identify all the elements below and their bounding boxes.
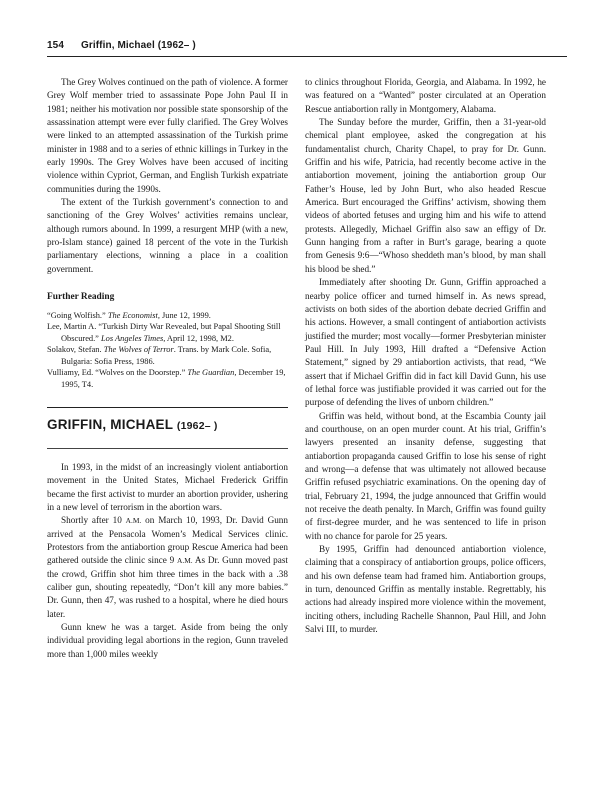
reference-item: Solakov, Stefan. The Wolves of Terror. Trans. by Mark Cole. Sofia, Bulgaria: Sofia Press, 1986. [47, 345, 272, 366]
reference-list [47, 310, 288, 391]
paragraph: Griffin was held, without bond, at the Escambia County jail and courthouse, on an open murder count. At his trial, Griffin’s lawyers presented an insanity defense, suggesting that antiabortion propaganda caused Griffin to lose his sense of right and wrong—a defense that was ultimately not allowed because Griffin refused psychiatric examinations. On the opening day of trial, February 21, 1994, the judge announced that Griffin would not receive the death penalty. In March, Griffin was found guilty of first-degree murder, and he was sentenced to life in prison with no chance for parole for 25 years. [305, 410, 546, 541]
right-column [305, 76, 546, 636]
reference-item: “Going Wolfish.” The Economist, June 12, 1999. [47, 310, 211, 320]
paragraph: By 1995, Griffin had denounced antiabortion violence, claiming that a conspiracy of antiabortion groups, police officers, and his own defense team had framed him. Antiabortion groups, in turn, denounced Griffin as mentally instable. Regrettably, his actions had already inspired more violence within the movement, inciting others, including Rachelle Shannon, Paul Hill, and John Salvi III, to murder. [305, 544, 546, 635]
reference-item: Lee, Martin A. “Turkish Dirty War Revealed, but Papal Shooting Still Obscured.” Los Angeles Times, April 12, 1998, M2. [47, 322, 281, 343]
entry-title-rule [47, 448, 288, 449]
left-column [47, 76, 288, 661]
entry-title-name: GRIFFIN, MICHAEL [47, 416, 173, 432]
paragraph: to clinics throughout Florida, Georgia, and Alabama. In 1992, he was featured on a “Wanted” poster circulated at an Operation Rescue antiabortion rally in Montgomery, Alabama. [305, 77, 546, 114]
paragraph: The Sunday before the murder, Griffin, then a 31-year-old chemical plant employee, asked the congregation at his fundamentalist church, Charity Chapel, to pray for Dr. Gunn. Griffin and his wife, Patricia, had recently become active in the antiabortion movement, joining the antiabortion group Our Father’s House, led by John Burt, who also headed Rescue America. Burt encouraged the Griffins’ activism, showing them videos of aborted fetuses and urging him and his wife to attend protests. Allegedly, Michael Griffin also saw an effigy of Dr. Gunn hanging from a rafter in Burt’s garage, bearing a quote from Genesis 9:6—“Whoso sheddeth man’s blood, by man shall his blood be shed.” [305, 117, 546, 274]
running-title: Griffin, Michael (1962– ) [81, 40, 196, 51]
paragraph: Immediately after shooting Dr. Gunn, Griffin approached a nearby police officer and turned himself in. As news spread, activists on both sides of the abortion debate decried Griffin and his actions. However, a small contingent of antiabortion activists justified the murder; most vocally—former Presbyterian minister Paul Hill. In July 1993, Hill drafted a “Defensive Action Statement,” signed by 29 antiabortion activists, that read, “We assert that if Michael Griffin did in fact kill David Gunn, his use of lethal force was justifiable provided it was carried out for the purpose of defending the lives of unborn children.” [305, 277, 546, 408]
page-number: 154 [47, 40, 64, 51]
paragraph: Gunn knew he was a target. Aside from being the only individual providing legal abortions in the region, Gunn traveled more than 1,000 miles weekly [47, 622, 288, 659]
reference-item: Vulliamy, Ed. “Wolves on the Doorstep.” The Guardian, December 19, 1995, T4. [47, 368, 286, 390]
entry-title [47, 418, 288, 433]
paragraph: The Grey Wolves continued on the path of violence. A former Grey Wolf member tried to assassinate Pope John Paul II in 1981; neither his motivation nor possible state sponsorship of the assassination attempt were ever fully clarified. The Grey Wolves were linked to an attempted assassination of the Turkish prime minister in 1988 and to a series of ethnic killings in Turkey in the early 1990s. The Grey Wolves have been accused of inciting violence within Cypriot, German, and English Turkish expatriate communities during the 1990s. [47, 77, 288, 194]
entry-title-dates: (1962– ) [176, 419, 218, 432]
paragraph: In 1993, in the midst of an increasingly violent antiabortion movement in the United States, Michael Frederick Griffin became the first activist to murder an abortion provider, ushering in a new level of terrorism in the abortion wars. [47, 462, 288, 513]
running-header [47, 40, 567, 51]
entry-rule [47, 407, 288, 408]
paragraph: The extent of the Turkish government’s connection to and sanctioning of the Grey Wolves’ activities remains unclear, although rumors abound. In 1999, a resurgent MHP (with a new, pro-Islam stance) gained 18 percent of the vote in the Turkish parliamentary elections, winning a place in a coalition government. [47, 197, 288, 274]
paragraph: Shortly after 10 A.M. on March 10, 1993, Dr. David Gunn arrived at the Pensacola Women’s Medical Services clinic. Protestors from the antiabortion group Rescue America had been gathered outside the clinic since 9 A.M. As Dr. Gunn moved past the crowd, Griffin shot him three times in the back with a .38 caliber gun, shouting repeatedly, “Don’t kill any more babies.” Dr. Gunn, then 47, was rushed to a hospital, where he died hours later. [47, 515, 288, 619]
further-reading-heading: Further Reading [47, 292, 115, 303]
header-rule [47, 56, 567, 57]
